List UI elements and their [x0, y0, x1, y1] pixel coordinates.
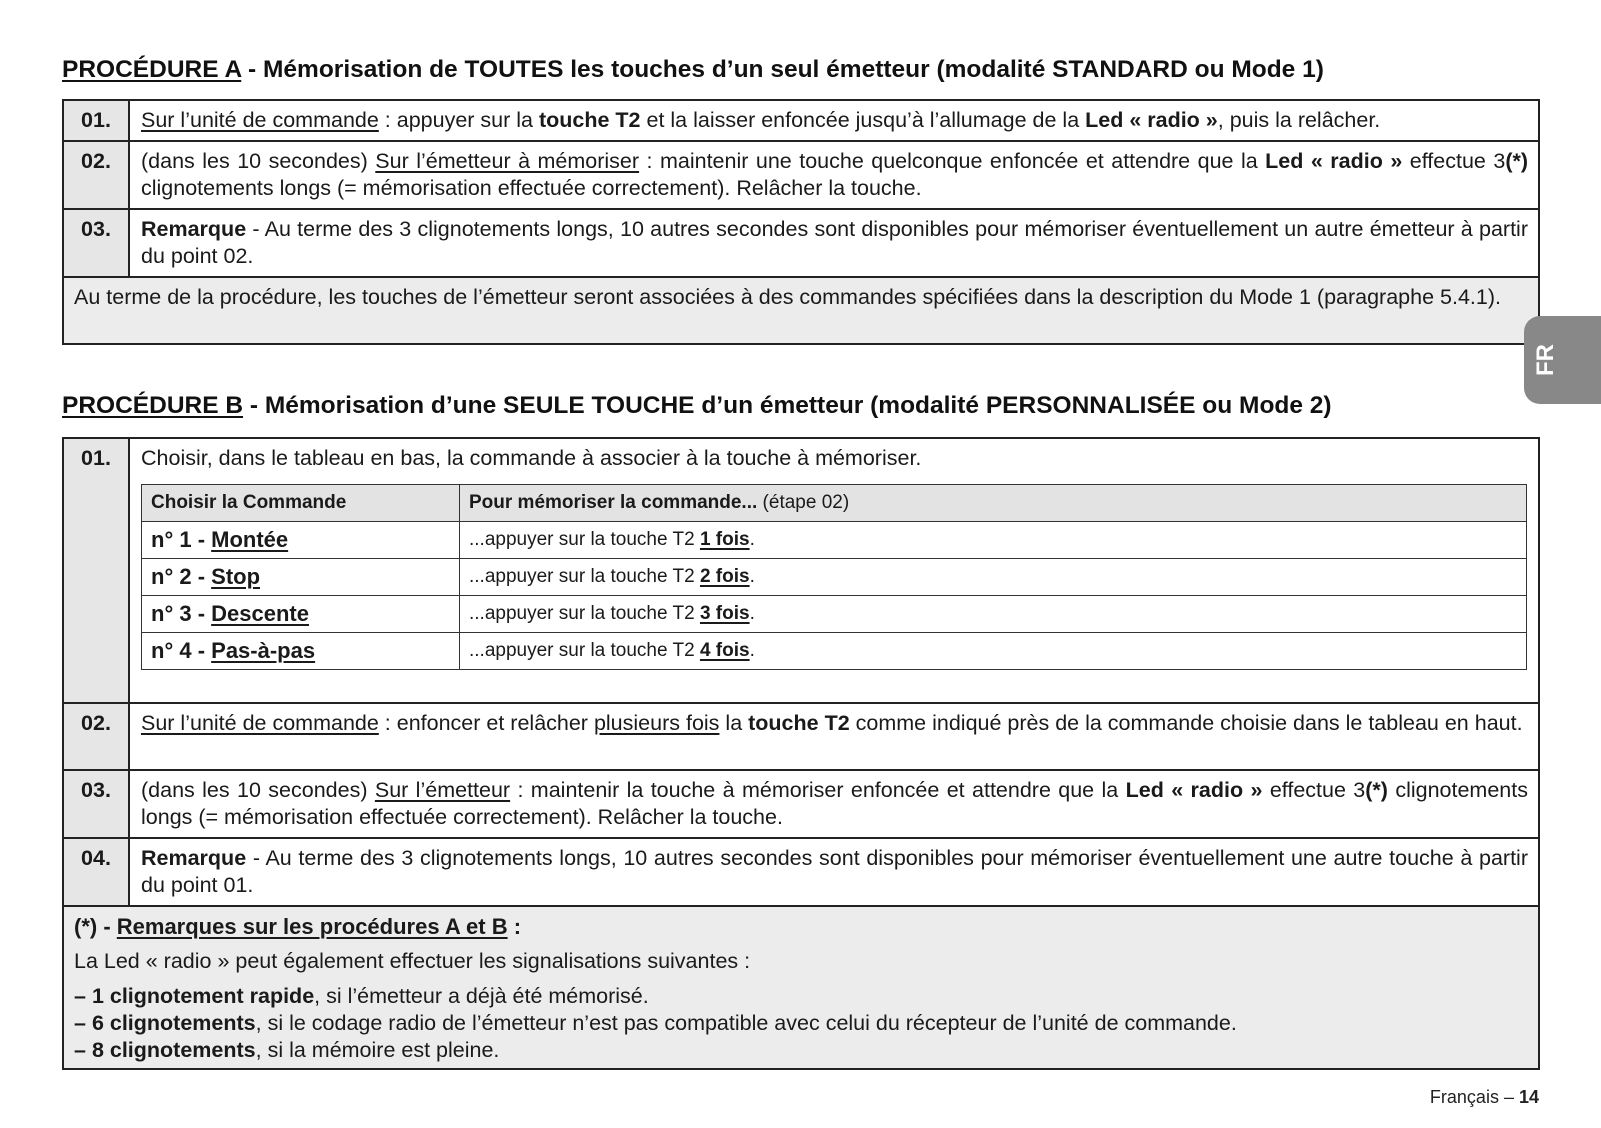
notes-item-bold: 8 clignotements — [91, 1038, 256, 1062]
step-text — [129, 770, 1539, 838]
notes-title-part: (*) - — [74, 914, 117, 939]
step-text-part: la — [719, 711, 749, 735]
notes-title-part: : — [507, 914, 522, 939]
command-table-header — [142, 485, 1527, 522]
procedure-b-step-3 — [63, 770, 1539, 838]
step-text-part: : enfoncer et relâcher — [378, 711, 594, 735]
command-table — [141, 484, 1527, 670]
command-cell — [142, 633, 460, 670]
step-text-part: touche T2 — [748, 711, 850, 735]
procedure-a-table — [62, 99, 1540, 345]
step-text-part: effectue 3 — [1262, 778, 1366, 802]
step-number: 04. — [63, 838, 129, 906]
procedure-notes — [63, 906, 1539, 1069]
step-text-part: plusieurs fois — [593, 711, 720, 735]
step-number: 02. — [63, 703, 129, 770]
action-text: ...appuyer sur la touche T2 — [469, 603, 700, 624]
step-text-part: Remarque — [141, 846, 247, 870]
command-number: n° 1 - — [151, 527, 212, 552]
command-row — [142, 596, 1527, 633]
press-count: 2 fois — [699, 566, 750, 587]
notes-item — [74, 983, 1528, 1010]
press-count: 3 fois — [699, 603, 750, 624]
action-text: . — [749, 566, 755, 587]
command-number: n° 3 - — [151, 601, 212, 626]
procedure-notes-row — [63, 906, 1539, 1069]
procedure-a-heading — [62, 56, 1324, 84]
step-text-part: - Au terme des 3 clignotements longs, 10 autres secondes sont disponibles pour mémoriser éventuellement un autre émetteur à partir du point 02. — [141, 217, 1528, 268]
step-text-part: - Au terme des 3 clignotements longs, 10 autres secondes sont disponibles pour mémoriser éventuellement une autre touche à partir du point 01. — [141, 846, 1528, 897]
command-number: n° 4 - — [151, 638, 212, 663]
notes-item — [74, 1037, 1528, 1064]
step-text-part: Sur l’unité de commande — [141, 108, 379, 132]
header-text-part: (étape 02) — [757, 492, 850, 513]
step-number: 03. — [63, 770, 129, 838]
procedure-b-heading — [62, 392, 1332, 420]
procedure-a-label: PROCÉDURE A — [62, 56, 242, 83]
step-text-part: clignotements longs (= mémorisation effectuée correctement). Relâcher la touche. — [141, 778, 1528, 829]
action-text: . — [749, 640, 755, 661]
language-side-tab — [1524, 316, 1601, 404]
step-text-part: Led « radio » — [1085, 108, 1218, 132]
step-text — [129, 703, 1539, 770]
language-code: FR — [1532, 344, 1559, 376]
step-text-part: (dans les 10 secondes) — [141, 778, 375, 802]
step-text-part: clignotements longs (= mémorisation effectuée correctement). Relâcher la touche. — [141, 176, 922, 200]
action-column-header — [460, 485, 1527, 522]
step-text-part: (*) — [1505, 149, 1528, 173]
notes-item-bold: 1 clignotement rapide — [91, 984, 315, 1008]
command-column-header: Choisir la Commande — [142, 485, 460, 522]
action-text: ...appuyer sur la touche T2 — [469, 566, 700, 587]
procedure-a-title: - Mémorisation de TOUTES les touches d’un seul émetteur (modalité STANDARD ou Mode 1) — [241, 56, 1324, 83]
notes-item-dash: – — [74, 1038, 92, 1062]
action-text: ...appuyer sur la touche T2 — [469, 640, 700, 661]
procedure-a-step-3 — [63, 209, 1539, 277]
procedure-a-step-2 — [63, 141, 1539, 209]
press-count: 1 fois — [699, 529, 750, 550]
step-text-part: comme indiqué près de la commande choisie dans le tableau en haut. — [849, 711, 1523, 735]
command-name: Pas-à-pas — [211, 638, 316, 663]
step-text-part: Led « radio » — [1125, 778, 1263, 802]
command-row — [142, 633, 1527, 670]
step-text-part: : maintenir une touche quelconque enfoncée et attendre que la — [639, 149, 1266, 173]
notes-item-dash: – — [74, 984, 92, 1008]
action-text: . — [749, 603, 755, 624]
action-cell — [460, 596, 1527, 633]
step-number: 01. — [63, 438, 129, 703]
procedure-b-step-2 — [63, 703, 1539, 770]
action-text: . — [749, 529, 755, 550]
step-text-part: et la laisser enfoncée jusqu’à l’allumage de la — [640, 108, 1086, 132]
step-text — [129, 141, 1539, 209]
page-footer — [1430, 1087, 1539, 1108]
notes-title-part: Remarques sur les procédures A et B — [116, 914, 508, 939]
command-number: n° 2 - — [151, 564, 212, 589]
notes-item-text: , si le codage radio de l’émetteur n’est pas compatible avec celui du récepteur de l’unité de commande. — [255, 1011, 1237, 1035]
step-number: 03. — [63, 209, 129, 277]
step-text-part: effectue 3 — [1402, 149, 1506, 173]
command-cell — [142, 596, 460, 633]
procedure-a-step-1 — [63, 100, 1539, 141]
command-name: Stop — [211, 564, 261, 589]
step-number: 01. — [63, 100, 129, 141]
step-text — [129, 209, 1539, 277]
step-text-part: Sur l’unité de commande — [141, 711, 379, 735]
command-name: Descente — [211, 601, 309, 626]
procedure-b-table — [62, 437, 1540, 1070]
step-text — [129, 100, 1539, 141]
procedure-b-label: PROCÉDURE B — [62, 392, 244, 419]
page-number: 14 — [1518, 1087, 1539, 1107]
action-cell — [460, 559, 1527, 596]
procedure-b-step-1 — [63, 438, 1539, 703]
step-text-part: : maintenir la touche à mémoriser enfoncée et attendre que la — [510, 778, 1126, 802]
step-text-part: Sur l’émetteur — [374, 778, 511, 802]
notes-item-dash: – — [74, 1011, 92, 1035]
step-text — [129, 438, 1539, 703]
notes-item — [74, 1010, 1528, 1037]
procedure-b-step-4 — [63, 838, 1539, 906]
footer-language: Français – — [1429, 1087, 1519, 1107]
notes-item-text: , si l’émetteur a déjà été mémorisé. — [314, 984, 649, 1008]
step-text — [129, 838, 1539, 906]
notes-item-text: , si la mémoire est pleine. — [255, 1038, 500, 1062]
step-text-part: Choisir, dans le tableau en bas, la commande à associer à la touche à mémoriser. — [141, 446, 922, 470]
notes-title — [74, 913, 1528, 940]
press-count: 4 fois — [699, 640, 750, 661]
step-text-part: Led « radio » — [1265, 149, 1403, 173]
step-text-part: Remarque — [141, 217, 247, 241]
action-text: ...appuyer sur la touche T2 — [469, 529, 700, 550]
step-text-part: (dans les 10 secondes) — [141, 149, 376, 173]
step-text-part: Sur l’émetteur à mémoriser — [375, 149, 640, 173]
command-cell — [142, 559, 460, 596]
procedure-a-footnote-row — [63, 277, 1539, 344]
action-cell — [460, 633, 1527, 670]
notes-item-bold: 6 clignotements — [91, 1011, 256, 1035]
command-row — [142, 522, 1527, 559]
command-row — [142, 559, 1527, 596]
notes-intro: La Led « radio » peut également effectuer les signalisations suivantes : — [74, 949, 751, 973]
procedure-a-footnote: Au terme de la procédure, les touches de l’émetteur seront associées à des commandes spécifiées dans la description du Mode 1 (paragraphe 5.4.1). — [63, 277, 1539, 344]
step-text-part: : appuyer sur la — [378, 108, 539, 132]
step-text-part: , puis la relâcher. — [1217, 108, 1381, 132]
action-cell — [460, 522, 1527, 559]
step-text-part: (*) — [1365, 778, 1388, 802]
command-cell — [142, 522, 460, 559]
command-name: Montée — [211, 527, 289, 552]
step-text-part: touche T2 — [538, 108, 641, 132]
step-number: 02. — [63, 141, 129, 209]
procedure-b-title: - Mémorisation d’une SEULE TOUCHE d’un émetteur (modalité PERSONNALISÉE ou Mode 2) — [243, 392, 1332, 419]
header-text-part: Pour mémoriser la commande... — [469, 492, 758, 513]
